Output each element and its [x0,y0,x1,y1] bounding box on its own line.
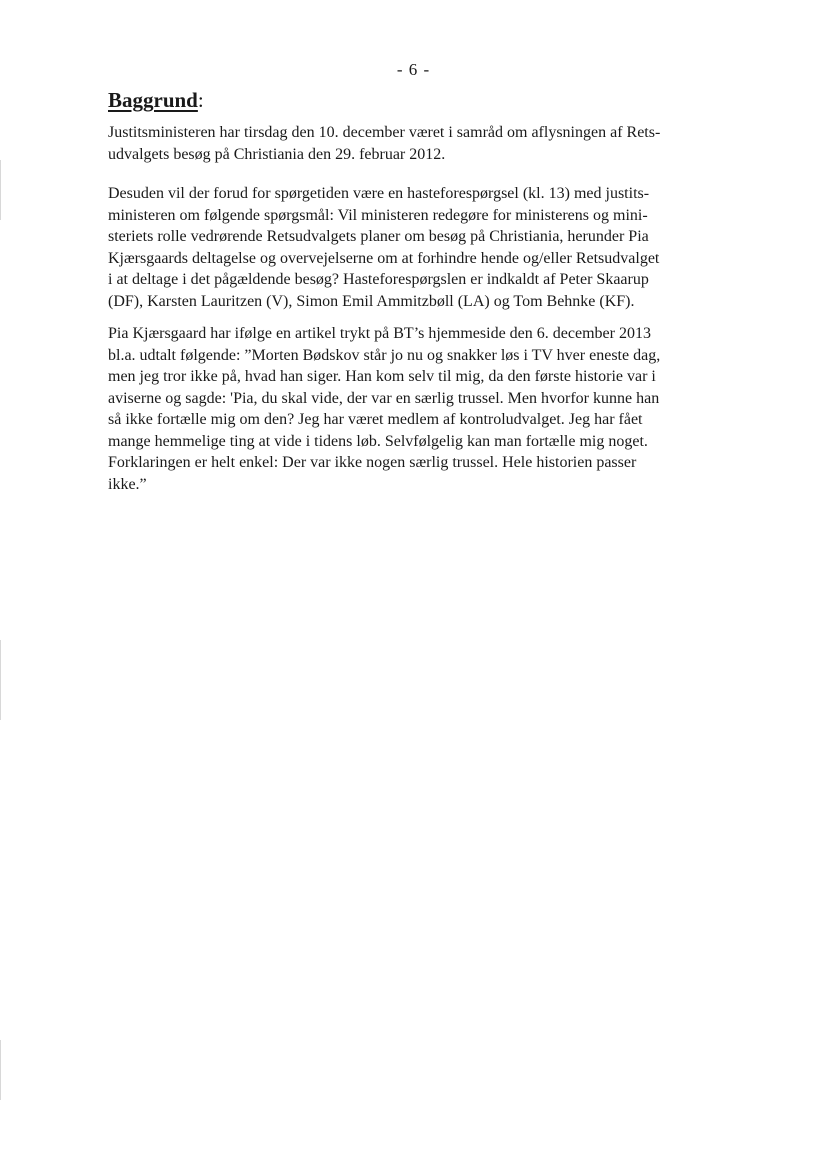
section-heading [108,88,204,113]
paragraph-line: så ikke fortælle mig om den? Jeg har været medlem af kontroludvalget. Jeg har fået [108,411,643,428]
section-heading-colon: : [197,88,204,112]
paragraph-line: ministeren om følgende spørgsmål: Vil ministeren redegøre for ministerens og mini- [108,206,648,224]
section-heading-text: Baggrund [108,88,198,112]
paragraph-line: Justitsministeren har tirsdag den 10. december været i samråd om aflysningen af Rets- [108,124,661,141]
scan-edge-mark [0,160,1,220]
paragraph-line: udvalgets besøg på Christiania den 29. februar 2012. [108,145,446,163]
paragraph-line: bl.a. udtalt følgende: ”Morten Bødskov står jo nu og snakker løs i TV hver eneste dag, [108,346,661,364]
page-number: - 6 - [396,60,431,79]
scan-edge-mark [0,1040,1,1100]
paragraph-line: Kjærsgaards deltagelse og overvejelserne om at forhindre hende og/eller Retsudvalget [108,249,660,267]
paragraph-line: Pia Kjærsgaard har ifølge en artikel trykt på BT’s hjemmeside den 6. december 2013 [108,325,651,342]
paragraph-hasteforespoergsel [108,183,720,312]
paragraph-quote [108,323,720,495]
paragraph-line: mange hemmelige ting at vide i tidens løb. Selvfølgelig kan man fortælle mig noget. [108,432,648,450]
paragraph-samraad [108,122,720,165]
paragraph-line: (DF), Karsten Lauritzen (V), Simon Emil Ammitzbøll (LA) og Tom Behnke (KF). [108,292,635,310]
paragraph-line: steriets rolle vedrørende Retsudvalgets planer om besøg på Christiania, herunder Pia [108,228,649,245]
scan-edge-mark [0,640,1,720]
paragraph-line: ikke.” [108,475,147,493]
paragraph-line: Forklaringen er helt enkel: Der var ikke nogen særlig trussel. Hele historien passer [108,454,637,471]
paragraph-line: Desuden vil der forud for spørgetiden være en hasteforespørgsel (kl. 13) med justits- [108,185,650,202]
paragraph-line: i at deltage i det pågældende besøg? Hasteforespørgslen er indkaldt af Peter Skaarup [108,271,649,288]
paragraph-line: aviserne og sagde: 'Pia, du skal vide, der var en særlig trussel. Men hvorfor kunne han [108,389,660,407]
paragraph-line: men jeg tror ikke på, hvad han siger. Han kom selv til mig, da den første historie var i [108,368,656,385]
